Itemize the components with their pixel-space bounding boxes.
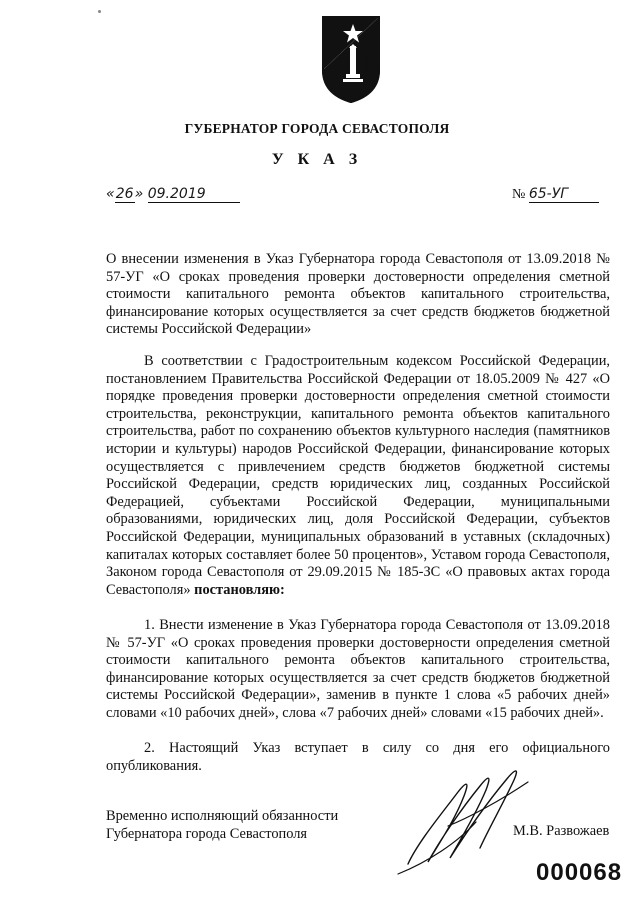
signatory-title-line-2: Губернатора города Севастополя	[106, 826, 308, 842]
signatory-title-line-1: Временно исполняющий обязанности	[106, 808, 339, 824]
date-day: 26	[115, 186, 134, 202]
issuer-title: ГУБЕРНАТОР ГОРОДА СЕВАСТОПОЛЯ	[184, 121, 450, 136]
date-month-year: 09.2019	[148, 186, 240, 203]
decree-item-2: 2. Настоящий Указ вступает в силу со дня его официального опубликования.	[106, 740, 610, 774]
decree-item-1: 1. Внести изменение в Указ Губернатора города Севастополя от 13.09.2018 № 57-УГ «О сроках проведения проверки достоверности определения сметной стоимости капитального ремонта объектов капитального строительства, финансирование которых осуществляется за счет средств бюджетов бюджетной системы Российской Федерации», заменив в пункте 1 слова «5 рабочих дней» словами «10 рабочих дней», слова «7 рабочих дней» словами «15 рабочих дней».	[106, 617, 610, 721]
registration-number: 000068	[536, 859, 623, 886]
date-open-quote: «	[106, 186, 115, 202]
signatory-title	[106, 807, 338, 843]
sevastopol-emblem-icon	[320, 14, 382, 104]
decree-word: постановляю:	[194, 581, 285, 598]
document-number	[512, 186, 599, 203]
document-date	[106, 186, 240, 203]
preamble-paragraph	[106, 353, 610, 599]
handwritten-signature	[388, 752, 538, 882]
document-type: У К А З	[271, 151, 363, 168]
scan-speck	[98, 10, 101, 13]
number-value: 65-УГ	[529, 186, 599, 203]
date-close-quote: »	[134, 186, 144, 202]
preamble-text: В соответствии с Градостроительным кодексом Российской Федерации, постановлением Правительства Российской Федерации от 18.05.2009 № 427 «О порядке проведения проверки достоверности определения сметной стоимости строительства, реконструкции, капитального ремонта объектов капитального строительства, работ по сохранению объектов культурного наследия (памятников истории и культуры) народов Российской Федерации, финансирование которых осуществляется с привлечением средств бюджетов бюджетной системы Российской Федерации, средств юридических лиц, созданных Российской Федерацией, субъектами Российской Федерации, муниципальными образованиями, юридических лиц, доля Российской Федерации, субъектов Российской Федерации, муниципальных образований в уставных (складочных) капиталах которых составляет более 50 процентов», Уставом города Севастополя, Законом города Севастополя от 29.09.2015 № 185-ЗС «О правовых актах города Севастополя»	[106, 353, 610, 598]
signatory-name: М.В. Развожаев	[513, 823, 610, 839]
number-sign: №	[512, 187, 526, 202]
document-subject: О внесении изменения в Указ Губернатора города Севастополя от 13.09.2018 № 57-УГ «О сроках проведения проверки достоверности определения сметной стоимости капитального ремонта объектов капитального строительства, финансирование которых осуществляется за счет средств бюджетов бюджетной системы Российской Федерации»	[106, 251, 610, 338]
